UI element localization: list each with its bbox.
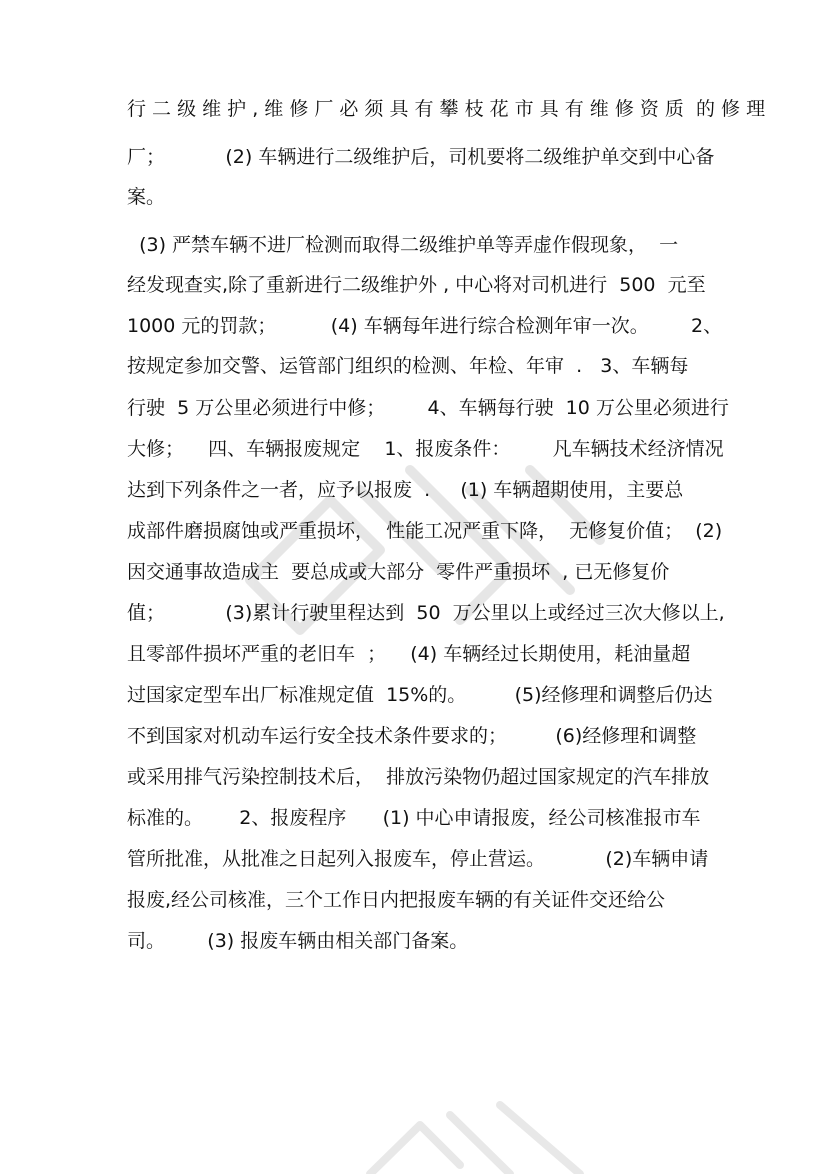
text-line-2: 厂； (2) 车辆进行二级维护后，司机要将二级维护单交到中心备 xyxy=(127,146,715,168)
text-line-4: (3) 严禁车辆不进厂检测而取得二级维护单等弄虚作假现象， 一 xyxy=(127,234,679,256)
text-line-3: 案。 xyxy=(127,186,166,208)
text-line-9: 大修； 四、车辆报废规定 1、报废条件： 凡车辆技术经济情况 xyxy=(127,438,724,460)
text-line-18: 标准的。 2、报废程序 (1) 中心申请报废，经公司核准报市车 xyxy=(127,807,701,829)
watermark-logo-icon xyxy=(210,430,630,670)
text-line-7: 按规定参加交警、运管部门组织的检测、年检、年审 . 3、车辆每 xyxy=(127,355,689,377)
text-line-20: 报废,经公司核准，三个工作日内把报废车辆的有关证件交还给公 xyxy=(127,889,666,911)
text-line-5: 经发现查实,除了重新进行二级维护外 , 中心将对司机进行 500 元至 xyxy=(127,274,706,296)
text-line-8: 行驶 5 万公里必须进行中修； 4、车辆每行驶 10 万公里必须进行 xyxy=(127,397,729,419)
text-line-13: 值； (3)累计行驶里程达到 50 万公里以上或经过三次大修以上, xyxy=(127,602,725,624)
text-line-12: 因交通事故造成主 要总成或大部分 零件严重损坏 , 已无修复价 xyxy=(127,561,670,583)
text-line-15: 过国家定型车出厂标准规定值 15%的。 (5)经修理和调整后仍达 xyxy=(127,684,713,706)
text-line-6: 1000 元的罚款； (4) 车辆每年进行综合检测年审一次。 2、 xyxy=(127,315,723,337)
text-line-10: 达到下列条件之一者，应予以报废 . (1) 车辆超期使用，主要总 xyxy=(127,479,684,501)
text-line-19: 管所批准，从批准之日起列入报废车，停止营运。 (2)车辆申请 xyxy=(127,848,709,870)
text-line-11: 成部件磨损腐蚀或严重损坏， 性能工况严重下降， 无修复价值； (2) xyxy=(127,520,723,542)
text-line-14: 且零部件损坏严重的老旧车 ； (4) 车辆经过长期使用，耗油量超 xyxy=(127,643,691,665)
text-line-21: 司。 (3) 报废车辆由相关部门备案。 xyxy=(127,930,469,952)
text-line-1: 行 二 级 维 护 , 维 修 厂 必 须 具 有 攀 枝 花 市 具 有 维 修 资 质 的 修 理 xyxy=(127,98,766,120)
text-line-16: 不到国家对机动车运行安全技术条件要求的； (6)经修理和调整 xyxy=(127,725,697,747)
watermark-bottom-icon xyxy=(350,1095,600,1174)
text-line-17: 或采用排气污染控制技术后， 排放污染物仍超过国家规定的汽车排放 xyxy=(127,766,710,788)
